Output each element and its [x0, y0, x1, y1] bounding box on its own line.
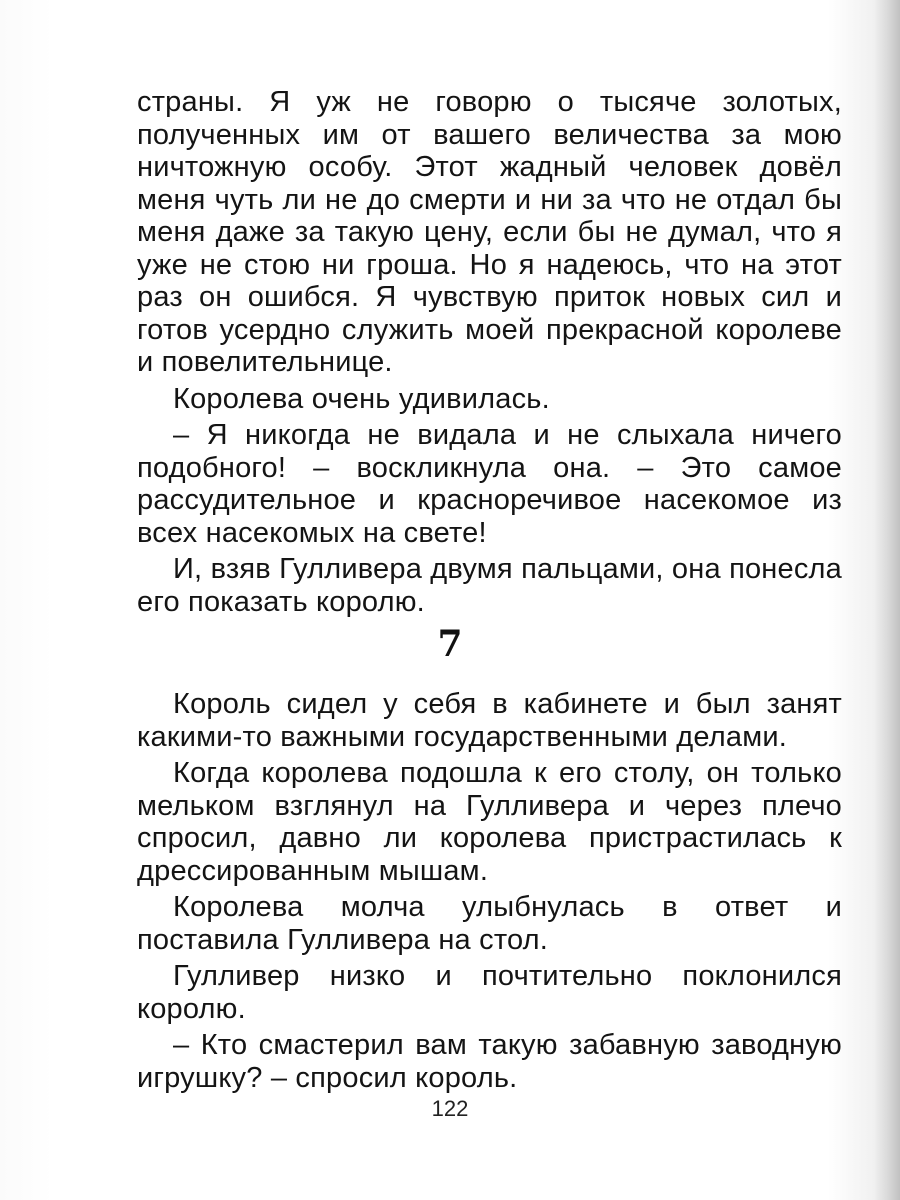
paragraph: – Кто смастерил вам такую забавную заводную игрушку? – спросил король.	[137, 1029, 842, 1094]
upper-text-block	[137, 86, 842, 618]
paragraph: Гулливер низко и почтительно поклонился королю.	[137, 960, 842, 1025]
lower-text-block	[137, 688, 842, 1094]
chapter-number: 7	[437, 623, 463, 665]
page-number: 122	[431, 1096, 469, 1121]
paragraph: Королева очень удивилась.	[173, 382, 550, 415]
paragraph: Королева молча улыбнулась в ответ и поставила Гулливера на стол.	[137, 891, 842, 956]
page-edge-shadow	[874, 0, 900, 1200]
paragraph: Король сидел у себя в кабинете и был занят какими-то важными государственными делами.	[137, 688, 842, 753]
paragraph: И, взяв Гулливера двумя пальцами, она понесла его показать королю.	[137, 553, 842, 618]
paragraph: страны. Я уж не говорю о тысяче золотых, полученных им от вашего величества за мою ничтожную особу. Этот жадный человек довёл меня чуть ли не до смерти и ни за что не отдал бы меня даже за такую цену, если бы не думал, что я уже не стою ни гроша. Но я надеюсь, что на этот раз он ошибся. Я чувствую приток новых сил и готов усердно служить моей прекрасной королеве и повелительнице.	[137, 86, 842, 378]
paragraph: – Я никогда не видала и не слыхала ничего подобного! – воскликнула она. – Это самое рассудительное и красноречивое насекомое из всех насекомых на свете!	[137, 419, 842, 549]
paragraph: Когда королева подошла к его столу, он только мельком взглянул на Гулливера и через плечо спросил, давно ли королева пристрастилась к дрессированным мышам.	[137, 757, 842, 887]
